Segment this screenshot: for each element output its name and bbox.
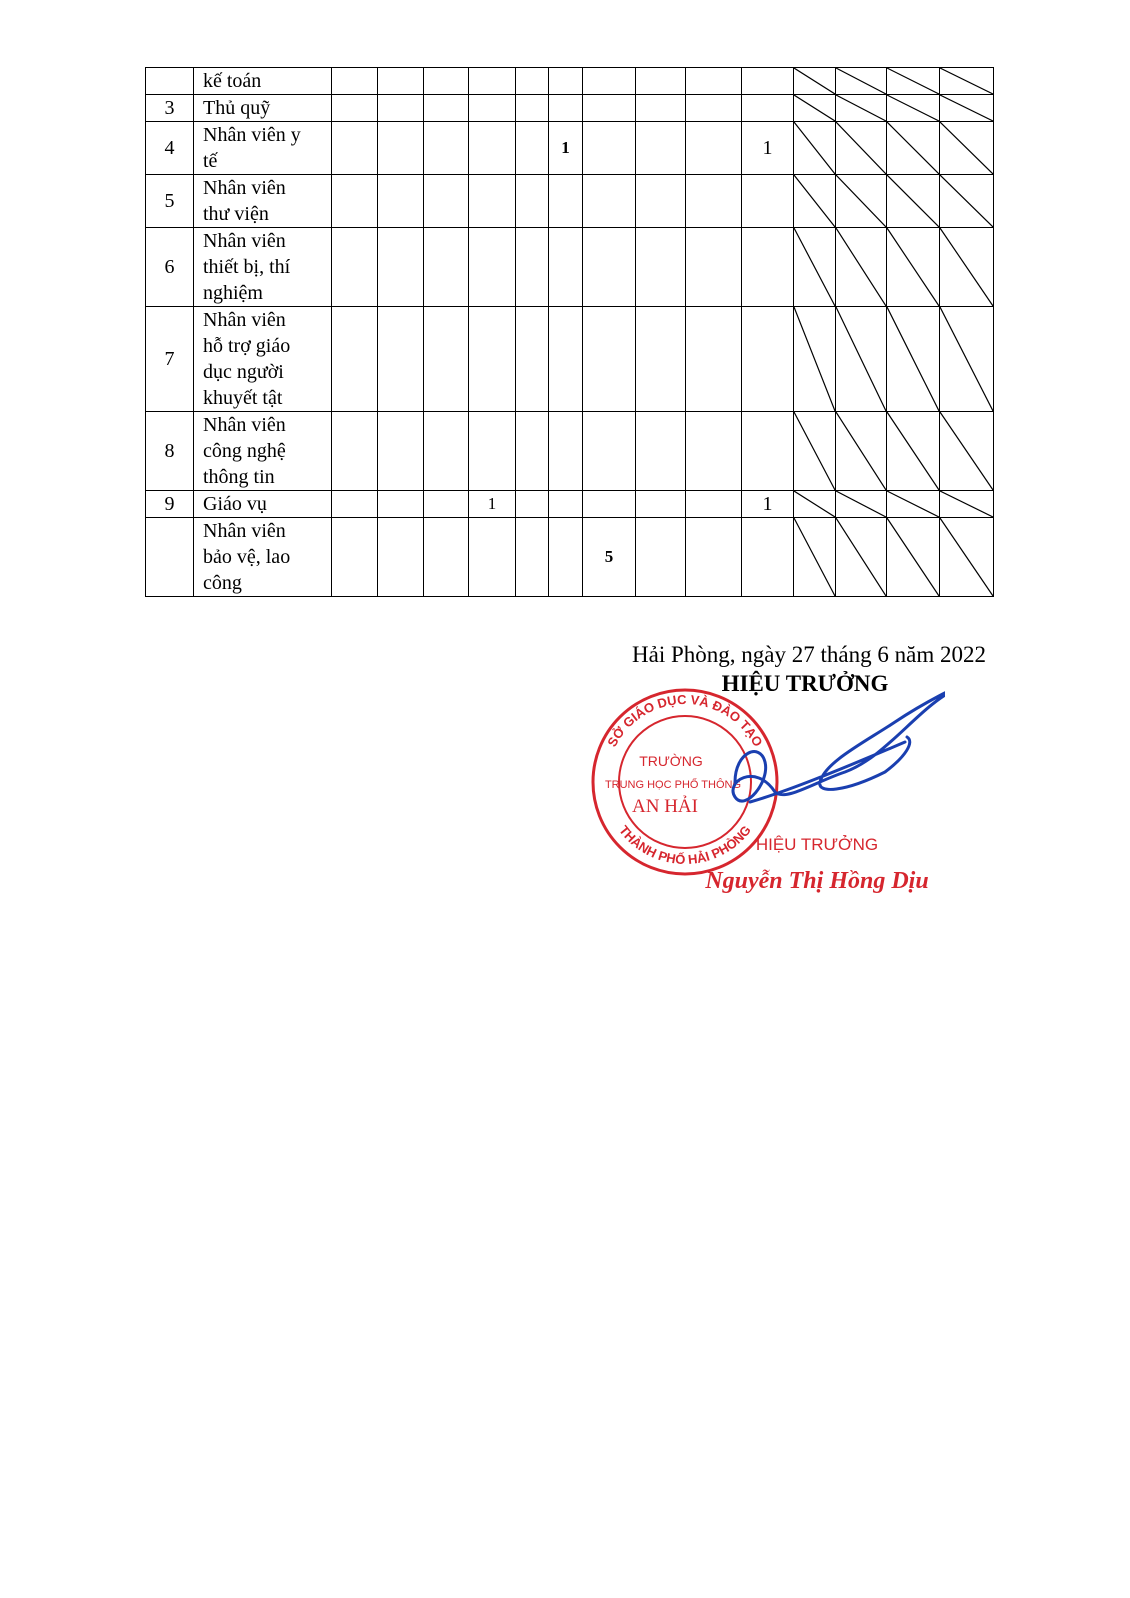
row-value-cell xyxy=(516,68,549,95)
row-stt: 4 xyxy=(146,122,194,175)
crossed-out-cell xyxy=(887,412,940,491)
row-position-name: Nhân viên bảo vệ, lao công xyxy=(194,518,332,597)
row-position-name: Giáo vụ xyxy=(194,491,332,518)
row-value-cell xyxy=(583,491,636,518)
row-value-cell xyxy=(549,518,583,597)
crossed-out-cell xyxy=(940,307,994,412)
row-value-cell xyxy=(424,228,469,307)
row-value-cell xyxy=(424,175,469,228)
row-value-cell xyxy=(469,228,516,307)
diagonal-slash xyxy=(887,518,939,596)
row-value-cell xyxy=(636,518,686,597)
diagonal-slash xyxy=(794,95,835,121)
row-value-cell: 1 xyxy=(742,122,794,175)
diagonal-slash xyxy=(794,412,835,490)
row-value-cell xyxy=(332,412,378,491)
crossed-out-cell xyxy=(940,412,994,491)
table-row xyxy=(146,307,1045,412)
crossed-out-cell xyxy=(794,228,836,307)
crossed-out-cell xyxy=(887,95,940,122)
crossed-out-cell xyxy=(940,491,994,518)
stamp-ring-bottom: THÀNH PHỐ HẢI PHÒNG xyxy=(616,822,754,868)
crossed-out-cell xyxy=(887,491,940,518)
crossed-out-cell xyxy=(794,307,836,412)
official-stamp-signature xyxy=(585,682,945,902)
svg-text:SỞ GIÁO DỤC VÀ ĐÀO TẠO xyxy=(604,692,765,749)
row-value-cell xyxy=(332,95,378,122)
diagonal-slash xyxy=(887,228,939,306)
crossed-out-cell xyxy=(940,228,994,307)
diagonal-slash xyxy=(794,175,835,227)
place-date: Hải Phòng, ngày 27 tháng 6 năm 2022 xyxy=(632,642,986,667)
table-row xyxy=(146,95,1045,122)
stamp-seal xyxy=(593,690,777,874)
row-value-cell xyxy=(516,307,549,412)
row-stt xyxy=(146,68,194,95)
row-value-cell xyxy=(378,518,424,597)
row-value-cell xyxy=(583,95,636,122)
row-value-cell: 5 xyxy=(583,518,636,597)
crossed-out-cell xyxy=(887,175,940,228)
row-stt: 7 xyxy=(146,307,194,412)
crossed-out-cell xyxy=(794,175,836,228)
row-value-cell xyxy=(378,307,424,412)
row-value-cell xyxy=(686,491,742,518)
crossed-out-cell xyxy=(940,68,994,95)
diagonal-slash xyxy=(794,122,835,174)
crossed-out-cell xyxy=(794,491,836,518)
row-value-cell xyxy=(332,122,378,175)
row-value-cell xyxy=(636,307,686,412)
row-stt xyxy=(146,518,194,597)
diagonal-slash xyxy=(887,412,939,490)
crossed-out-cell xyxy=(794,95,836,122)
row-value-cell xyxy=(583,412,636,491)
row-stt: 9 xyxy=(146,491,194,518)
row-position-name: Thủ quỹ xyxy=(194,95,332,122)
crossed-out-cell xyxy=(836,95,887,122)
row-value-cell xyxy=(636,122,686,175)
crossed-out-cell xyxy=(940,95,994,122)
diagonal-slash xyxy=(836,412,886,490)
diagonal-slash xyxy=(836,122,886,174)
row-value-cell xyxy=(469,68,516,95)
row-value-cell xyxy=(469,175,516,228)
crossed-out-cell xyxy=(887,307,940,412)
row-value-cell xyxy=(636,228,686,307)
staff-table-body xyxy=(146,68,1045,597)
row-value-cell xyxy=(332,518,378,597)
row-value-cell xyxy=(469,518,516,597)
diagonal-slash xyxy=(887,491,939,517)
crossed-out-cell xyxy=(794,412,836,491)
row-value-cell xyxy=(378,491,424,518)
row-value-cell xyxy=(636,175,686,228)
row-value-cell xyxy=(636,412,686,491)
staff-table xyxy=(145,67,1045,597)
stamp-line3: AN HẢI xyxy=(632,796,698,817)
row-value-cell xyxy=(549,95,583,122)
diagonal-slash xyxy=(887,122,939,174)
diagonal-slash xyxy=(836,307,886,411)
crossed-out-cell xyxy=(940,175,994,228)
row-value-cell xyxy=(516,491,549,518)
crossed-out-cell xyxy=(836,307,887,412)
row-stt: 6 xyxy=(146,228,194,307)
row-value-cell xyxy=(686,307,742,412)
row-value-cell xyxy=(686,228,742,307)
row-value-cell xyxy=(742,228,794,307)
crossed-out-cell xyxy=(836,68,887,95)
diagonal-slash xyxy=(887,307,939,411)
row-value-cell xyxy=(378,95,424,122)
row-value-cell: 1 xyxy=(549,122,583,175)
crossed-out-cell xyxy=(887,228,940,307)
row-value-cell xyxy=(424,68,469,95)
row-value-cell xyxy=(469,412,516,491)
row-position-name: Nhân viên thư viện xyxy=(194,175,332,228)
table-row xyxy=(146,491,1045,518)
row-stt: 5 xyxy=(146,175,194,228)
diagonal-slash xyxy=(940,122,993,174)
diagonal-slash xyxy=(940,228,993,306)
diagonal-slash xyxy=(887,68,939,94)
crossed-out-cell xyxy=(887,68,940,95)
crossed-out-cell xyxy=(836,412,887,491)
crossed-out-cell xyxy=(887,122,940,175)
row-position-name: Nhân viên công nghệ thông tin xyxy=(194,412,332,491)
table-row xyxy=(146,175,1045,228)
row-value-cell xyxy=(742,518,794,597)
diagonal-slash xyxy=(940,68,993,94)
row-value-cell xyxy=(424,95,469,122)
diagonal-slash xyxy=(940,491,993,517)
diagonal-slash xyxy=(836,518,886,596)
crossed-out-cell xyxy=(940,122,994,175)
row-value-cell xyxy=(686,68,742,95)
row-value-cell xyxy=(583,68,636,95)
diagonal-slash xyxy=(887,175,939,227)
row-position-name: Nhân viên y tế xyxy=(194,122,332,175)
crossed-out-cell xyxy=(794,122,836,175)
row-value-cell xyxy=(516,175,549,228)
diagonal-slash xyxy=(836,491,886,517)
diagonal-slash xyxy=(794,228,835,306)
table-row xyxy=(146,518,1045,597)
row-value-cell xyxy=(378,68,424,95)
crossed-out-cell xyxy=(887,518,940,597)
crossed-out-cell xyxy=(836,518,887,597)
row-value-cell xyxy=(686,412,742,491)
row-position-name: Nhân viên thiết bị, thí nghiệm xyxy=(194,228,332,307)
row-value-cell xyxy=(424,518,469,597)
crossed-out-cell xyxy=(794,518,836,597)
table-row xyxy=(146,68,1045,95)
row-value-cell xyxy=(332,68,378,95)
row-value-cell xyxy=(742,412,794,491)
row-value-cell xyxy=(686,175,742,228)
diagonal-slash xyxy=(887,95,939,121)
crossed-out-cell xyxy=(836,122,887,175)
row-value-cell xyxy=(583,228,636,307)
row-value-cell xyxy=(549,175,583,228)
row-value-cell xyxy=(549,412,583,491)
row-value-cell xyxy=(636,491,686,518)
row-value-cell xyxy=(378,175,424,228)
row-value-cell xyxy=(549,307,583,412)
diagonal-slash xyxy=(794,307,835,411)
row-value-cell xyxy=(583,122,636,175)
stamp-line1: TRƯỜNG xyxy=(639,753,703,769)
diagonal-slash xyxy=(940,518,993,596)
row-value-cell xyxy=(378,228,424,307)
row-position-name: Nhân viên hỗ trợ giáo dục người khuyết tật xyxy=(194,307,332,412)
diagonal-slash xyxy=(794,68,835,94)
stamp-signer-name: Nguyễn Thị Hồng Dịu xyxy=(705,868,929,894)
row-value-cell xyxy=(424,307,469,412)
row-value-cell xyxy=(516,95,549,122)
row-value-cell xyxy=(686,122,742,175)
diagonal-slash xyxy=(794,491,835,517)
row-value-cell xyxy=(424,491,469,518)
row-value-cell xyxy=(332,228,378,307)
row-value-cell xyxy=(686,518,742,597)
crossed-out-cell xyxy=(836,228,887,307)
diagonal-slash xyxy=(836,175,886,227)
row-value-cell xyxy=(742,95,794,122)
row-value-cell xyxy=(332,307,378,412)
row-value-cell xyxy=(686,95,742,122)
crossed-out-cell xyxy=(794,68,836,95)
row-stt: 3 xyxy=(146,95,194,122)
row-position-name: kế toán xyxy=(194,68,332,95)
table-row xyxy=(146,412,1045,491)
crossed-out-cell xyxy=(836,491,887,518)
row-value-cell xyxy=(424,122,469,175)
row-value-cell xyxy=(583,307,636,412)
row-value-cell xyxy=(424,412,469,491)
row-value-cell xyxy=(469,307,516,412)
row-value-cell xyxy=(636,68,686,95)
diagonal-slash xyxy=(794,518,835,596)
row-value-cell xyxy=(378,122,424,175)
row-value-cell xyxy=(742,68,794,95)
crossed-out-cell xyxy=(836,175,887,228)
signature-stroke xyxy=(733,689,945,802)
row-value-cell xyxy=(516,412,549,491)
stamp-line2: TRUNG HỌC PHỔ THÔNG xyxy=(604,779,742,791)
table-row xyxy=(146,122,1045,175)
row-value-cell xyxy=(516,122,549,175)
row-value-cell: 1 xyxy=(469,491,516,518)
diagonal-slash xyxy=(940,175,993,227)
signature-title: HIỆU TRƯỞNG xyxy=(721,671,889,696)
diagonal-slash xyxy=(940,307,993,411)
row-value-cell xyxy=(469,122,516,175)
row-value-cell xyxy=(549,68,583,95)
row-value-cell xyxy=(332,491,378,518)
table-row xyxy=(146,228,1045,307)
row-value-cell xyxy=(469,95,516,122)
row-value-cell xyxy=(549,228,583,307)
row-value-cell xyxy=(549,491,583,518)
row-value-cell: 1 xyxy=(742,491,794,518)
row-value-cell xyxy=(516,228,549,307)
stamp-role: HIỆU TRƯỞNG xyxy=(755,835,879,854)
diagonal-slash xyxy=(940,412,993,490)
diagonal-slash xyxy=(940,95,993,121)
row-value-cell xyxy=(583,175,636,228)
row-value-cell xyxy=(636,95,686,122)
diagonal-slash xyxy=(836,68,886,94)
row-value-cell xyxy=(742,175,794,228)
diagonal-slash xyxy=(836,95,886,121)
stamp-ring-top: SỞ GIÁO DỤC VÀ ĐÀO TẠO xyxy=(604,691,766,750)
row-value-cell xyxy=(332,175,378,228)
row-value-cell xyxy=(516,518,549,597)
diagonal-slash xyxy=(836,228,886,306)
row-stt: 8 xyxy=(146,412,194,491)
row-value-cell xyxy=(742,307,794,412)
crossed-out-cell xyxy=(940,518,994,597)
row-value-cell xyxy=(378,412,424,491)
stamp-svg xyxy=(585,682,945,902)
